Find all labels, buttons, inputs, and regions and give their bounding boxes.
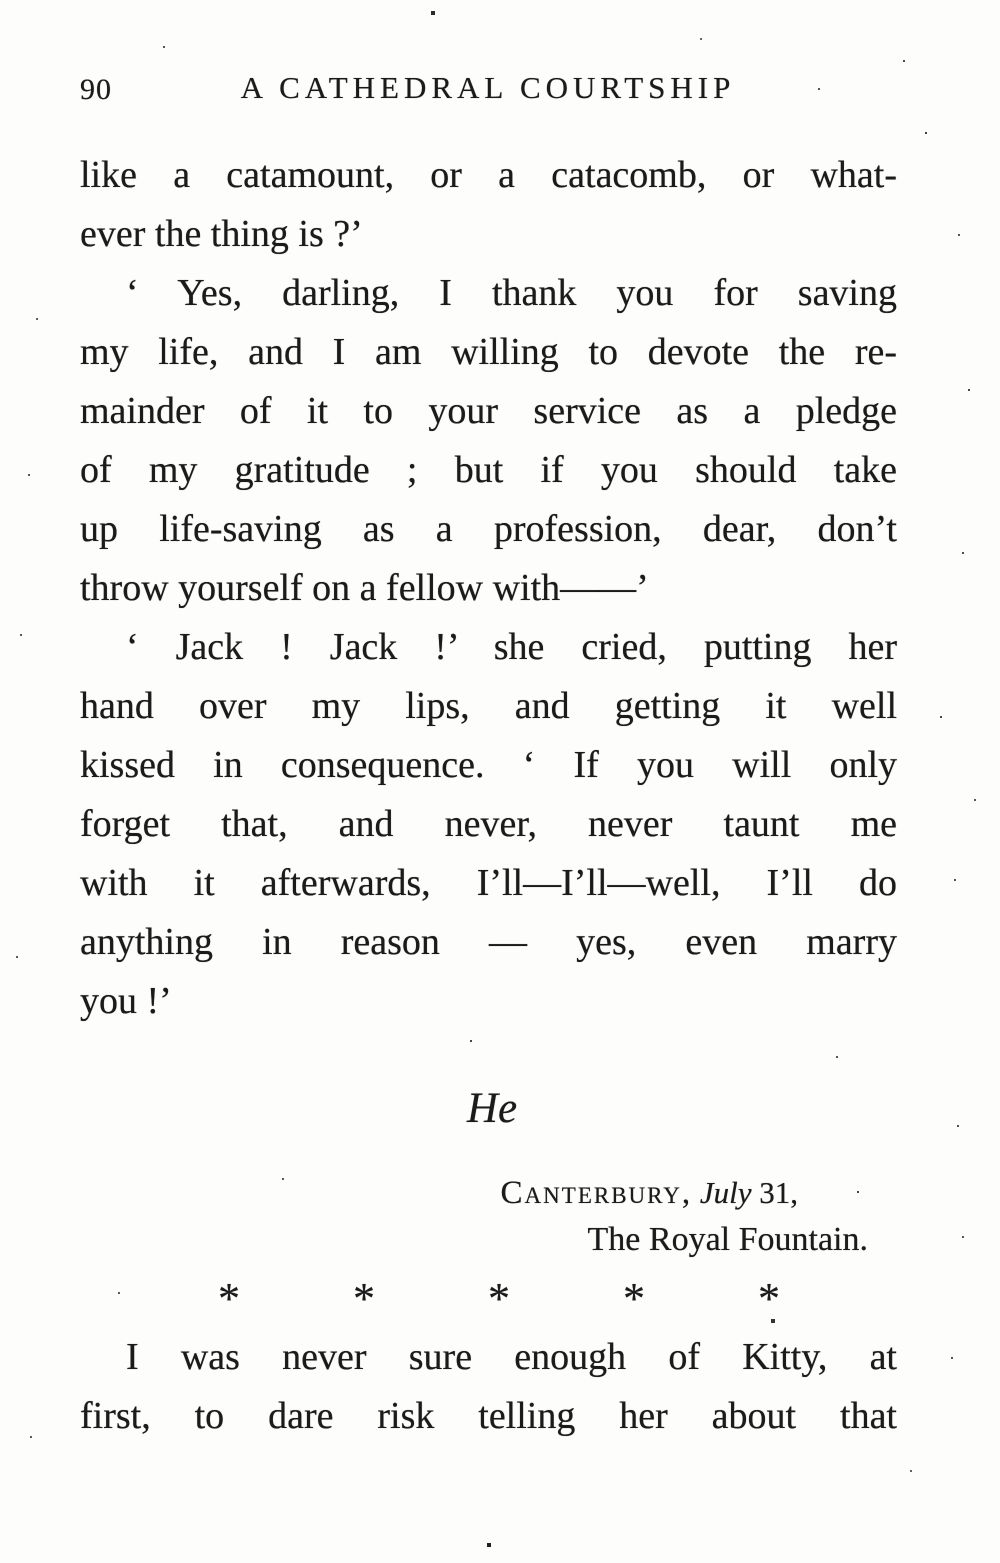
text-line: ‘ Yes, darling, I thank you for saving: [126, 272, 897, 314]
text-line: anything in reason — yes, even marry: [80, 921, 897, 963]
body-text: [80, 146, 897, 1031]
asterisk-glyph: *: [488, 1274, 510, 1323]
text-line: up life-saving as a profession, dear, don’t: [80, 508, 897, 550]
closing-paragraph: [80, 1328, 897, 1446]
asterisk-glyph: *: [758, 1274, 780, 1323]
dateline-day: 31,: [759, 1175, 798, 1210]
text-line: you !’: [80, 980, 172, 1022]
dateline-place: Canterbury,: [500, 1175, 693, 1211]
text-line: kissed in consequence. ‘ If you will only: [80, 744, 897, 786]
scan-noise-specks: [0, 0, 2, 2]
running-head: [0, 70, 1000, 110]
dateline: [0, 1174, 1000, 1212]
section-heading-he: He: [466, 1085, 518, 1132]
text-line: throw yourself on a fellow with——’: [80, 567, 649, 609]
text-line: mainder of it to your service as a pledge: [80, 390, 897, 432]
asterisk-separator: [218, 1276, 780, 1322]
asterisk-glyph: *: [218, 1274, 240, 1323]
asterisk-glyph: *: [353, 1274, 375, 1323]
text-line: my life, and I am willing to devote the re-: [80, 331, 897, 373]
text-line: with it afterwards, I’ll—I’ll—well, I’ll do: [80, 862, 897, 904]
text-line: of my gratitude ; but if you should take: [80, 449, 897, 491]
text-line: ‘ Jack ! Jack !’ she cried, putting her: [126, 626, 897, 668]
text-line: first, to dare risk telling her about that: [80, 1395, 897, 1437]
text-line: hand over my lips, and getting it well: [80, 685, 897, 727]
running-title: A CATHEDRAL COURTSHIP: [240, 70, 736, 105]
text-line: I was never sure enough of Kitty, at: [126, 1336, 897, 1378]
asterisk-glyph: *: [623, 1274, 645, 1323]
text-line: forget that, and never, never taunt me: [80, 803, 897, 845]
text-line: like a catamount, or a catacomb, or what-: [80, 154, 897, 196]
page-number: 90: [80, 73, 112, 106]
text-line: ever the thing is ?’: [80, 213, 363, 255]
dateline-month: July: [699, 1175, 752, 1210]
address-line: The Royal Fountain.: [587, 1221, 868, 1258]
